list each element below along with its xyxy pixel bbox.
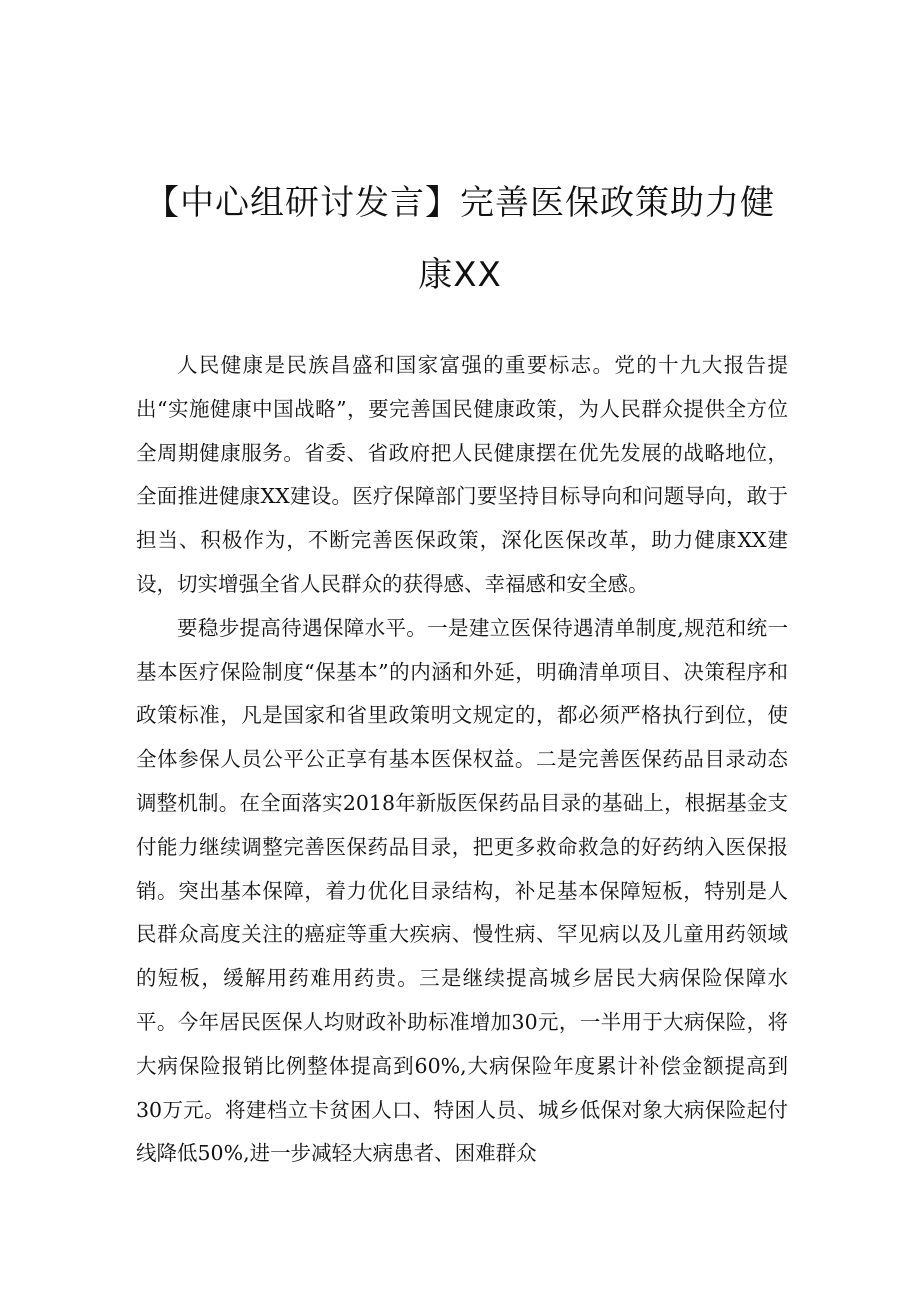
paragraph-intro: 人民健康是民族昌盛和国家富强的重要标志。党的十九大报告提出“实施健康中国战略”，要完善国民健康政策，为人民群众提供全方位全周期健康服务。省委、省政府把人民健康摆在优先发展的战略地位，全面推进健康XX建设。医疗保障部门要坚持目标导向和问题导向，敢于担当、积极作为，不断完善医保政策，深化医保改革，助力健康XX建设，切实增强全省人民群众的获得感、幸福感和安全感。	[136, 353, 788, 596]
document-body	[136, 344, 788, 1176]
document-title-line-1: 【中心组研讨发言】完善医保政策助力健	[145, 183, 775, 223]
paragraph-benefits: 要稳步提高待遇保障水平。一是建立医保待遇清单制度,规范和统一基本医疗保险制度“保基本”的内涵和外延，明确清单项目、决策程序和政策标准，凡是国家和省里政策明文规定的，都必须严格执行到位，使全体参保人员公平公正享有基本医保权益。二是完善医保药品目录动态调整机制。在全面落实2018年新版医保药品目录的基础上，根据基金支付能力继续调整完善医保药品目录，把更多救命救急的好药纳入医保报销。突出基本保障，着力优化目录结构，补足基本保障短板，特别是人民群众高度关注的癌症等重大疾病、慢性病、罕见病以及儿童用药领域的短板，缓解用药难用药贵。三是继续提高城乡居民大病保险保障水平。今年居民医保人均财政补助标准增加30元，一半用于大病保险，将大病保险报销比例整体提高到60%,大病保险年度累计补偿金额提高到30万元。将建档立卡贫困人口、特困人员、城乡低保对象大病保险起付线降低50%,进一步减轻大病患者、困难群众	[136, 615, 788, 1166]
document-title-line-2: 康XX	[418, 255, 502, 295]
